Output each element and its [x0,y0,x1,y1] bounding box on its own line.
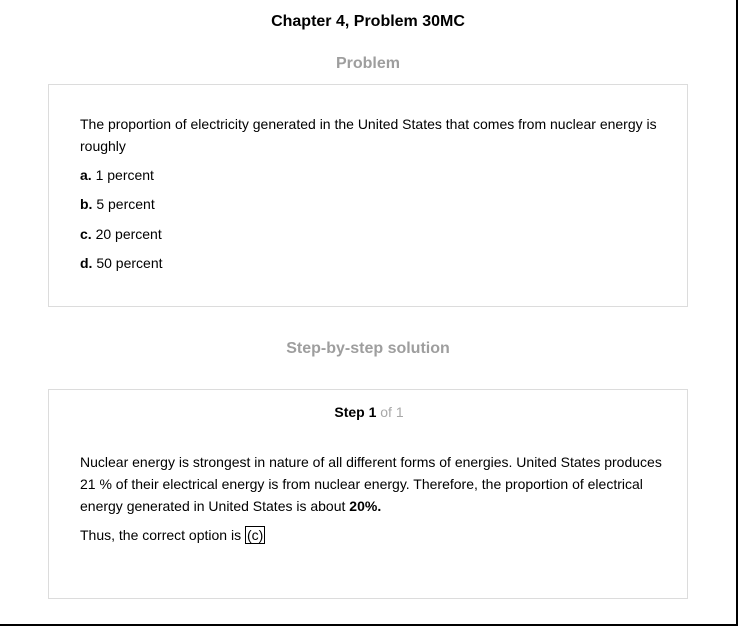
answer-prefix: Thus, the correct option is [80,527,242,543]
option-a [80,165,154,185]
option-d [80,253,163,273]
option-c-letter: c. [80,226,92,242]
problem-question: The proportion of electricity generated in the United States that comes from nuclear energy is roughly [80,116,657,154]
solution-heading: Step-by-step solution [286,340,450,357]
option-a-letter: a. [80,167,92,183]
answer-box: (c) [246,527,264,543]
solution-highlight-value: 20%. [349,498,382,514]
option-d-text: 50 percent [96,255,163,271]
solution-explanation [80,451,670,517]
solution-card [48,389,688,599]
option-b-text: 5 percent [96,196,155,212]
step-indicator [49,402,689,422]
option-c-text: 20 percent [95,226,162,242]
solution-explanation-text: Nuclear energy is strongest in nature of all different forms of energies. United States produces 21 % of their electrical energy is from nuclear energy. Therefore, the proportion of electrical energy generated in United States is about [80,454,662,514]
option-b-letter: b. [80,196,93,212]
step-total: of 1 [380,404,404,420]
option-a-text: 1 percent [95,167,154,183]
page-title: Chapter 4, Problem 30MC [271,13,465,30]
step-number: Step 1 [334,404,377,420]
answer-line [80,525,265,545]
option-d-letter: d. [80,255,93,271]
problem-card [48,84,688,307]
problem-heading: Problem [335,55,400,72]
option-c [80,224,162,244]
option-b [80,194,155,214]
